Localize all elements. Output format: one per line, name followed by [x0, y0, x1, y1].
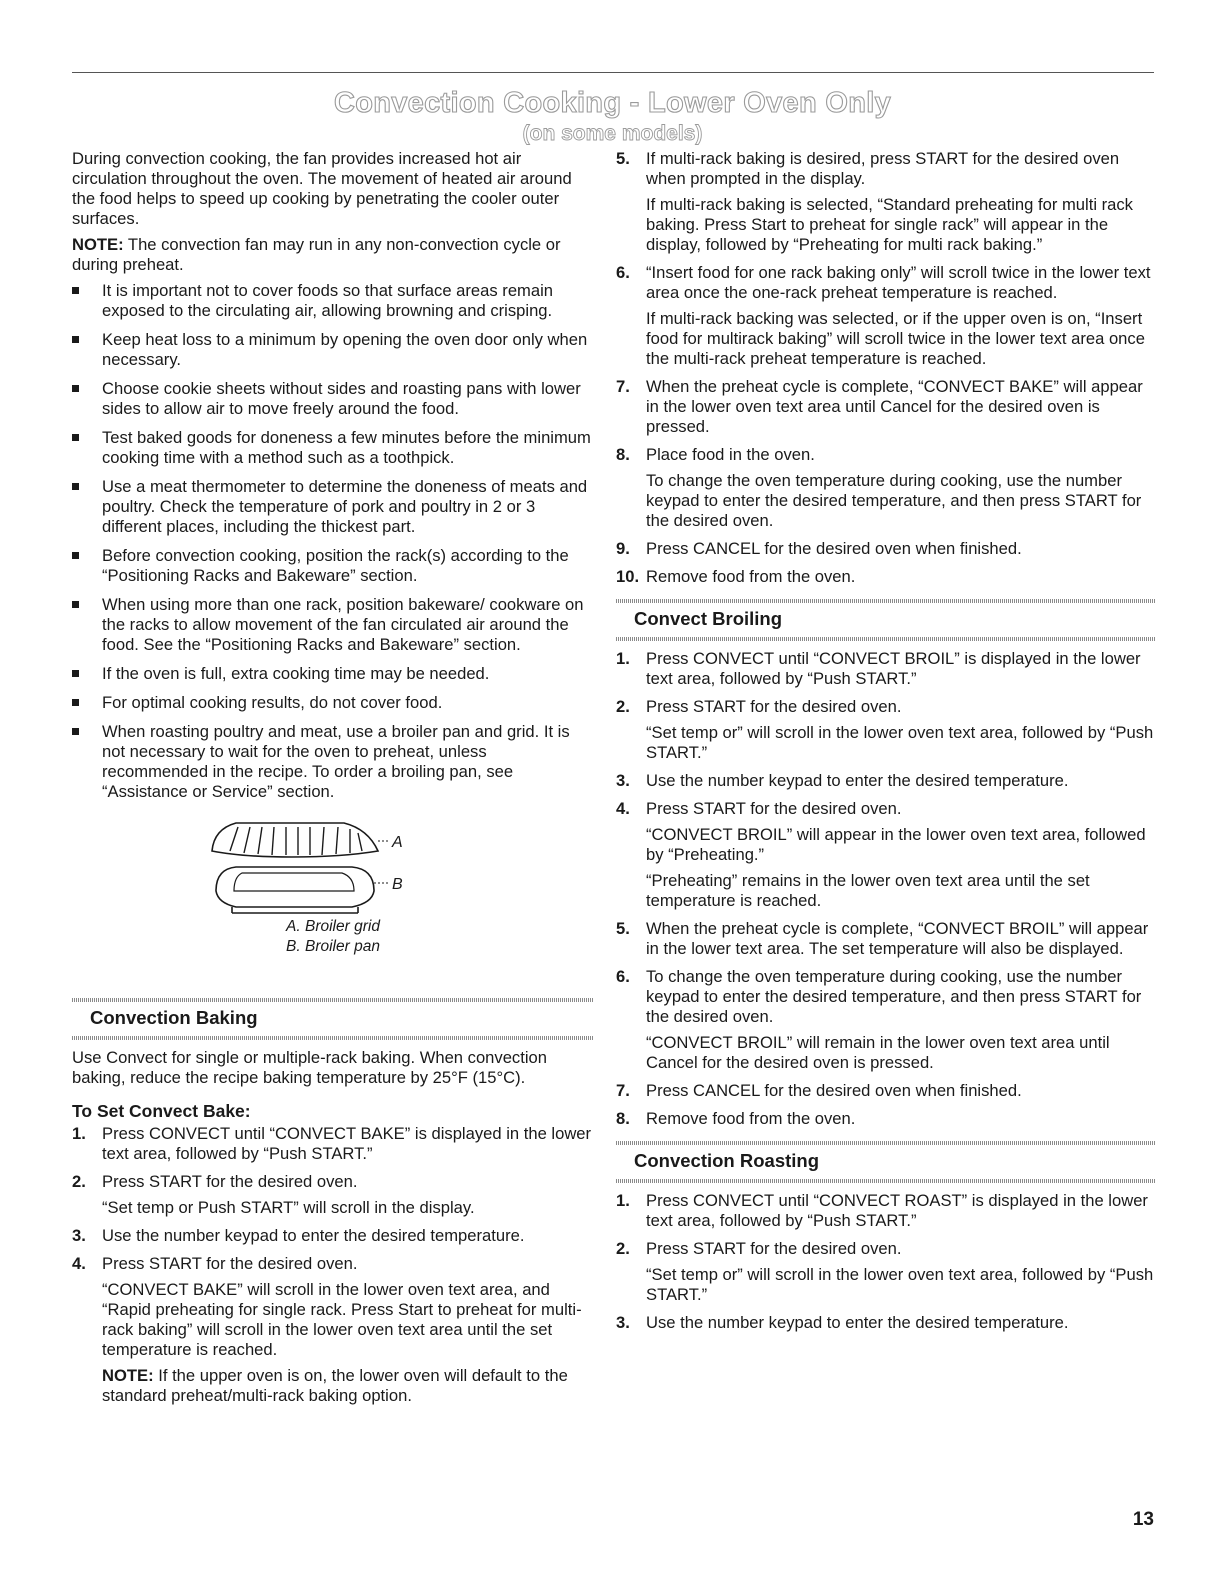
step-detail: To change the oven temperature during cooking, use the number keypad to enter the desired temperature, and then press START for the desired oven.	[646, 471, 1142, 530]
top-rule	[72, 72, 1154, 73]
step-text: Press START for the desired oven.	[646, 799, 902, 818]
step-text: Press CANCEL for the desired oven when finished.	[646, 539, 1022, 558]
step-item	[616, 697, 1156, 763]
step-text: Remove food from the oven.	[646, 1109, 856, 1128]
step-number: 7.	[616, 377, 630, 396]
section-divider	[72, 998, 594, 1002]
step-number: 2.	[616, 1239, 630, 1258]
step-text: Press CONVECT until “CONVECT BROIL” is displayed in the lower text area, followed by “Push START.”	[646, 649, 1141, 688]
step-text: Use the number keypad to enter the desired temperature.	[646, 1313, 1069, 1332]
step-number: 3.	[616, 1313, 630, 1332]
step-item	[616, 1313, 1156, 1333]
section-divider	[616, 1141, 1156, 1145]
convect-bake-steps-continued	[616, 149, 1156, 587]
step-number: 8.	[616, 445, 630, 464]
note-paragraph	[72, 235, 594, 275]
tip-item: Use a meat thermometer to determine the doneness of meats and poultry. Check the temperature of pork and poultry in 2 or 3 different places, including the thickest part.	[72, 477, 594, 537]
section-convect-broiling	[616, 599, 1156, 641]
step-detail: If multi-rack baking is selected, “Standard preheating for multi rack baking. Press Start to preheat for single rack” will appear in the display, followed by “Preheating for multi rack baking.”	[646, 195, 1133, 254]
step-detail: “CONVECT BROIL” will remain in the lower oven text area until Cancel for the desired oven is pressed.	[646, 1033, 1110, 1072]
step-text: “Insert food for one rack baking only” will scroll twice in the lower text area once the one-rack preheat temperature is reached.	[646, 263, 1151, 302]
right-column	[616, 149, 1156, 1341]
step-number: 5.	[616, 919, 630, 938]
intro-paragraph: During convection cooking, the fan provides increased hot air circulation throughout the oven. The movement of heated air around the food helps to speed up cooking by penetrating the cooler outer surfaces.	[72, 149, 572, 228]
step-text: Press START for the desired oven.	[102, 1172, 358, 1191]
page-number: 13	[1132, 1509, 1154, 1530]
convect-broil-steps	[616, 649, 1156, 1129]
step-item	[616, 445, 1156, 531]
section-divider	[616, 637, 1156, 641]
step-text: When the preheat cycle is complete, “CONVECT BROIL” will appear in the lower text area. The set temperature will also be displayed.	[646, 919, 1149, 958]
section-divider	[72, 1036, 594, 1040]
step-number: 7.	[616, 1081, 630, 1100]
step-text: Place food in the oven.	[646, 445, 815, 464]
step-item	[616, 1191, 1156, 1231]
step-number: 1.	[616, 1191, 630, 1210]
step-text: Press START for the desired oven.	[102, 1254, 358, 1273]
label-a: A	[392, 834, 403, 851]
step-item	[616, 799, 1156, 911]
step-number: 4.	[616, 799, 630, 818]
step-detail: If multi-rack backing was selected, or if the upper oven is on, “Insert food for multirack baking” will scroll twice in the lower text area once the multi-rack preheat temperature is reached.	[646, 309, 1145, 368]
step-detail: “CONVECT BAKE” will scroll in the lower oven text area, and “Rapid preheating for single rack. Press Start to preheat for multi-rack baking” will scroll in the lower oven text area until the set temperature is reached.	[102, 1280, 582, 1359]
tip-item: If the oven is full, extra cooking time may be needed.	[72, 664, 594, 684]
convect-bake-steps	[72, 1124, 594, 1406]
section-divider	[616, 599, 1156, 603]
note-label: NOTE:	[102, 1366, 154, 1385]
section-heading: Convect Broiling	[634, 608, 783, 629]
page-subtitle: (on some models)	[522, 122, 703, 145]
step-item	[616, 919, 1156, 959]
section-heading: Convection Roasting	[634, 1150, 820, 1171]
section-heading: Convection Baking	[90, 1007, 258, 1028]
step-item	[616, 567, 1156, 587]
broiler-illustration	[192, 811, 472, 931]
step-number: 1.	[72, 1124, 86, 1143]
page-title: Convection Cooking - Lower Oven Only	[333, 87, 891, 119]
step-item	[72, 1254, 594, 1406]
step-text: Press CANCEL for the desired oven when finished.	[646, 1081, 1022, 1100]
convect-roast-steps	[616, 1191, 1156, 1333]
step-text: When the preheat cycle is complete, “CONVECT BAKE” will appear in the lower oven text area until Cancel for the desired oven is pressed.	[646, 377, 1143, 436]
step-note	[102, 1366, 594, 1406]
broiler-figure	[72, 811, 594, 986]
step-detail: “Preheating” remains in the lower oven text area until the set temperature is reached.	[646, 871, 1090, 910]
step-item	[616, 539, 1156, 559]
step-number: 10.	[616, 567, 640, 586]
section-convection-baking	[72, 998, 594, 1040]
step-text: To change the oven temperature during cooking, use the number keypad to enter the desired temperature, and then press START for the desired oven.	[646, 967, 1142, 1026]
tip-item: Before convection cooking, position the rack(s) according to the “Positioning Racks and Bakeware” section.	[72, 546, 594, 586]
section-convection-roasting	[616, 1141, 1156, 1183]
tip-item: It is important not to cover foods so that surface areas remain exposed to the circulating air, allowing browning and crisping.	[72, 281, 594, 321]
step-number: 1.	[616, 649, 630, 668]
step-number: 5.	[616, 149, 630, 168]
step-detail: “Set temp or” will scroll in the lower oven text area, followed by “Push START.”	[646, 1265, 1154, 1304]
step-item	[72, 1172, 594, 1218]
tips-list	[72, 281, 594, 802]
step-item	[616, 1081, 1156, 1101]
step-item	[72, 1226, 594, 1246]
step-number: 2.	[72, 1172, 86, 1191]
tip-item: Keep heat loss to a minimum by opening the oven door only when necessary.	[72, 330, 594, 370]
step-text: Use the number keypad to enter the desired temperature.	[646, 771, 1069, 790]
step-number: 8.	[616, 1109, 630, 1128]
step-text: Press CONVECT until “CONVECT BAKE” is displayed in the lower text area, followed by “Push START.”	[102, 1124, 592, 1163]
section-divider	[616, 1179, 1156, 1183]
caption-broiler-pan: B. Broiler pan	[286, 938, 380, 955]
step-number: 4.	[72, 1254, 86, 1273]
tip-item: For optimal cooking results, do not cover food.	[72, 693, 594, 713]
step-item	[616, 263, 1156, 369]
step-number: 6.	[616, 263, 630, 282]
caption-broiler-grid: A. Broiler grid	[286, 918, 380, 935]
step-detail: “Set temp or” will scroll in the lower oven text area, followed by “Push START.”	[646, 723, 1154, 762]
step-number: 3.	[72, 1226, 86, 1245]
step-detail: “CONVECT BROIL” will appear in the lower oven text area, followed by “Preheating.”	[646, 825, 1146, 864]
tip-item: When using more than one rack, position bakeware/ cookware on the racks to allow movement of the fan circulated air around the food. See the “Positioning Racks and Bakeware” section.	[72, 595, 594, 655]
step-item	[616, 1239, 1156, 1305]
step-number: 3.	[616, 771, 630, 790]
tip-item: Choose cookie sheets without sides and roasting pans with lower sides to allow air to move freely around the food.	[72, 379, 594, 419]
left-column	[72, 149, 594, 1414]
subheading-set-convect-bake: To Set Convect Bake:	[72, 1101, 251, 1121]
step-item	[72, 1124, 594, 1164]
step-item	[616, 649, 1156, 689]
step-text: Use the number keypad to enter the desired temperature.	[102, 1226, 525, 1245]
step-item	[616, 771, 1156, 791]
step-text: Remove food from the oven.	[646, 567, 856, 586]
tip-item: Test baked goods for doneness a few minutes before the minimum cooking time with a method such as a toothpick.	[72, 428, 594, 468]
step-number: 2.	[616, 697, 630, 716]
tip-item: When roasting poultry and meat, use a broiler pan and grid. It is not necessary to wait for the oven to preheat, unless recommended in the recipe. To order a broiling pan, see “Assistance or Service” section.	[72, 722, 594, 802]
step-number: 9.	[616, 539, 630, 558]
step-item	[616, 377, 1156, 437]
note-label: NOTE:	[72, 235, 124, 254]
step-item	[616, 149, 1156, 255]
step-text: Press START for the desired oven.	[646, 1239, 902, 1258]
step-text: If multi-rack baking is desired, press START for the desired oven when prompted in the display.	[646, 149, 1120, 188]
step-text: Press START for the desired oven.	[646, 697, 902, 716]
step-item	[616, 1109, 1156, 1129]
convection-baking-intro: Use Convect for single or multiple-rack baking. When convection baking, reduce the recipe baking temperature by 25°F (15°C).	[72, 1048, 547, 1087]
step-detail: “Set temp or Push START” will scroll in the display.	[102, 1198, 475, 1217]
label-b: B	[392, 876, 403, 893]
note-text: If the upper oven is on, the lower oven will default to the standard preheat/multi-rack baking option.	[102, 1366, 568, 1405]
step-number: 6.	[616, 967, 630, 986]
step-item	[616, 967, 1156, 1073]
step-text: Press CONVECT until “CONVECT ROAST” is displayed in the lower text area, followed by “Push START.”	[646, 1191, 1148, 1230]
note-text: The convection fan may run in any non-convection cycle or during preheat.	[72, 235, 561, 274]
